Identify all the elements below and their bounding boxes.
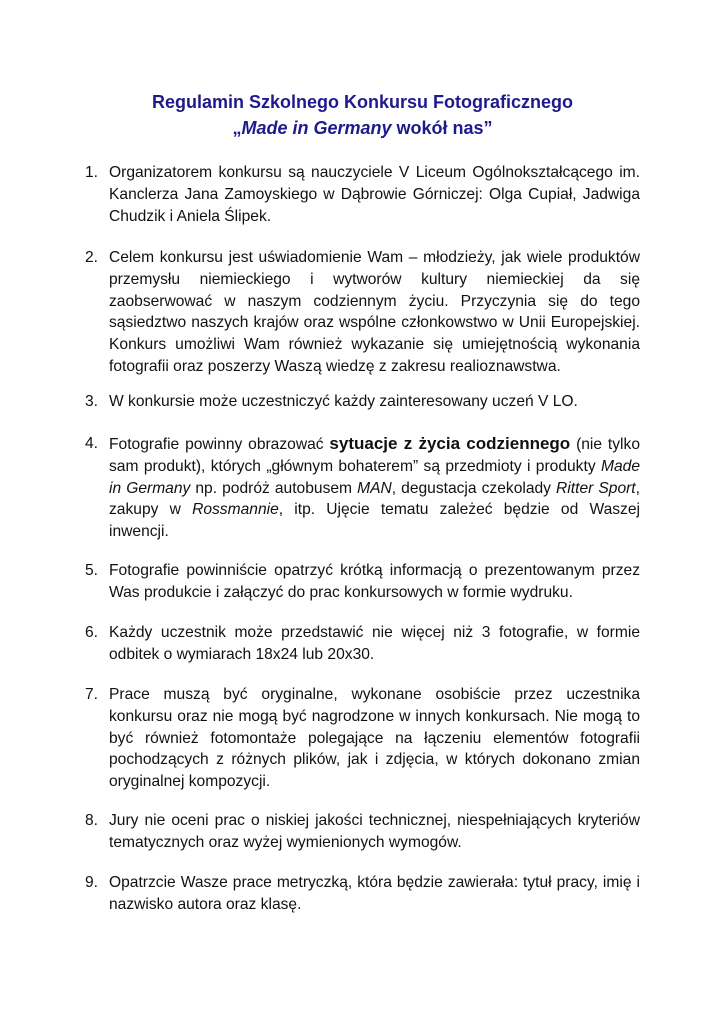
list-item-number: 7. xyxy=(85,686,99,703)
list-item xyxy=(85,433,640,543)
list-item-number: 4. xyxy=(85,435,99,452)
text-run: , itp. Ujęcie tematu zależeć będzie od Waszej inwencji. xyxy=(109,501,640,541)
list-item-text: Każdy uczestnik może przedstawić nie więcej niż 3 fotografie, w formie odbitek o wymiarach 18x24 lub 20x30. xyxy=(109,624,640,663)
document-title-line2 xyxy=(0,115,725,141)
text-run: Fotografie powinny obrazować xyxy=(109,436,330,453)
list-item xyxy=(85,560,640,604)
text-run: , degustacja czekolady xyxy=(391,479,557,497)
text-run: np. podróż autobusem xyxy=(190,479,358,497)
list-item-text: W konkursie może uczestniczyć każdy zainteresowany uczeń V LO. xyxy=(109,393,578,410)
emphasis-italic: Rossmannie xyxy=(192,501,279,519)
emphasis-bold: sytuacje z życia codziennego xyxy=(329,434,571,453)
document-title-line1: Regulamin Szkolnego Konkursu Fotograficznego xyxy=(151,92,574,112)
text-run: , zakupy w xyxy=(109,479,640,519)
list-item-number: 5. xyxy=(85,562,99,579)
emphasis-italic: Made in Germany xyxy=(109,457,640,497)
list-item-number: 1. xyxy=(85,164,99,181)
title-open-quote: „ xyxy=(232,118,242,138)
list-item-text: Opatrzcie Wasze prace metryczką, która będzie zawierała: tytuł pracy, imię i nazwisko autora oraz klasę. xyxy=(109,874,640,913)
list-item-text xyxy=(109,433,640,543)
title-italic-phrase: Made in Germany xyxy=(241,118,392,138)
emphasis-italic: MAN xyxy=(357,479,392,497)
list-item-number: 3. xyxy=(85,393,99,410)
list-item-text: Organizatorem konkursu są nauczyciele V Liceum Ogólnokształcącego im. Kanclerza Jana Zamoyskiego w Dąbrowie Górniczej: Olga Cupiał, Jadwiga Chudzik i Aniela Ślipek. xyxy=(109,164,640,225)
list-item-number: 6. xyxy=(85,624,99,641)
list-item xyxy=(85,684,640,793)
list-item-number: 9. xyxy=(85,874,99,891)
list-item-text: Prace muszą być oryginalne, wykonane osobiście przez uczestnika konkursu oraz nie mogą być nagrodzone w innych konkursach. Nie mogą to być również fotomontaże polegające na łączeniu elementów fotografii pochodzących z różnych plików, jak i zdjęcia, w których dokonano zmian oryginalnej kompozycji. xyxy=(109,686,640,791)
list-item xyxy=(85,247,640,378)
list-item-text: Fotografie powinniście opatrzyć krótką informacją o prezentowanym przez Was produkcie i załączyć do prac konkursowych w formie wydruku. xyxy=(109,562,640,601)
list-item xyxy=(85,622,640,666)
list-item-text: Celem konkursu jest uświadomienie Wam – młodzieży, jak wiele produktów przemysłu niemieckiego i wytworów kultury niemieckiej da się zaobserwować w naszym codziennym życiu. Przyczynia się do tego sąsiedztwo naszych krajów oraz wspólne członkowstwo w Unii Europejskiej. Konkurs umożliwi Wam również wykazanie się umiejętnością wykonania fotografii oraz poszerzy Waszą wiedzę z zakresu realioznawstwa. xyxy=(109,249,640,375)
title-rest: wokół nas” xyxy=(391,118,493,138)
list-item xyxy=(85,162,640,227)
list-item-number: 2. xyxy=(85,249,99,266)
list-item xyxy=(85,391,640,413)
list-item xyxy=(85,810,640,854)
list-item-number: 8. xyxy=(85,812,99,829)
list-item-text: Jury nie oceni prac o niskiej jakości technicznej, niespełniających kryteriów tematycznych oraz wyżej wymienionych wymogów. xyxy=(109,812,640,851)
text-run: (nie tylko sam produkt), których „głównym bohaterem” są przedmioty i produkty xyxy=(109,436,640,475)
emphasis-italic: Ritter Sport xyxy=(556,479,636,497)
list-item xyxy=(85,872,640,916)
